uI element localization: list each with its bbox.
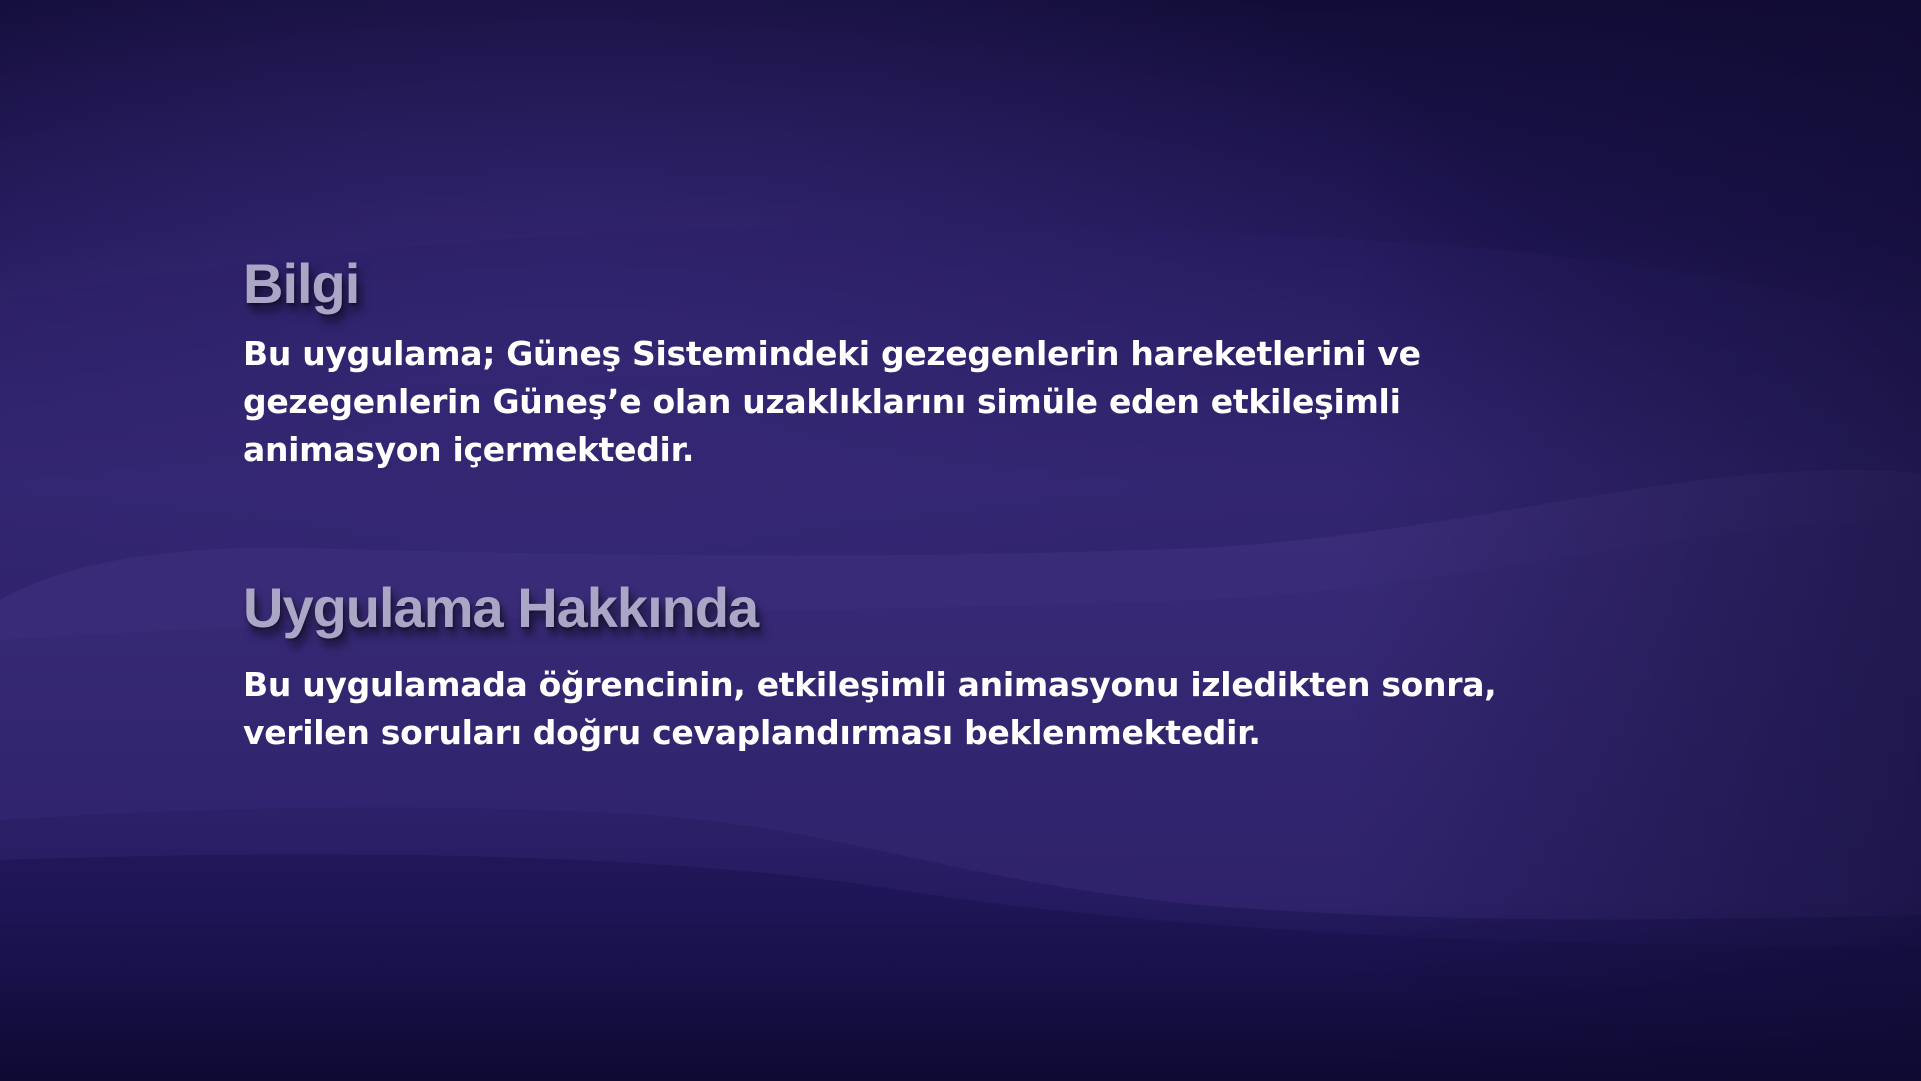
- body-line: Bu uygulamada öğrencinin, etkileşimli animasyonu izledikten sonra,: [243, 665, 1497, 704]
- body-line: animasyon içermektedir.: [243, 430, 695, 469]
- body-line: gezegenlerin Güneş’e olan uzaklıklarını simüle eden etkileşimli: [243, 382, 1401, 421]
- slide-content: [243, 0, 1743, 1081]
- section-body-uygulama-hakkinda: [243, 661, 1496, 757]
- section-title-bilgi: Bilgi: [243, 252, 360, 315]
- section-title-uygulama-hakkinda: Uygulama Hakkında: [243, 576, 759, 639]
- body-line: verilen soruları doğru cevaplandırması beklenmektedir.: [243, 713, 1261, 752]
- section-body-bilgi: [243, 330, 1421, 474]
- body-line: Bu uygulama; Güneş Sistemindeki gezegenlerin hareketlerini ve: [243, 334, 1421, 373]
